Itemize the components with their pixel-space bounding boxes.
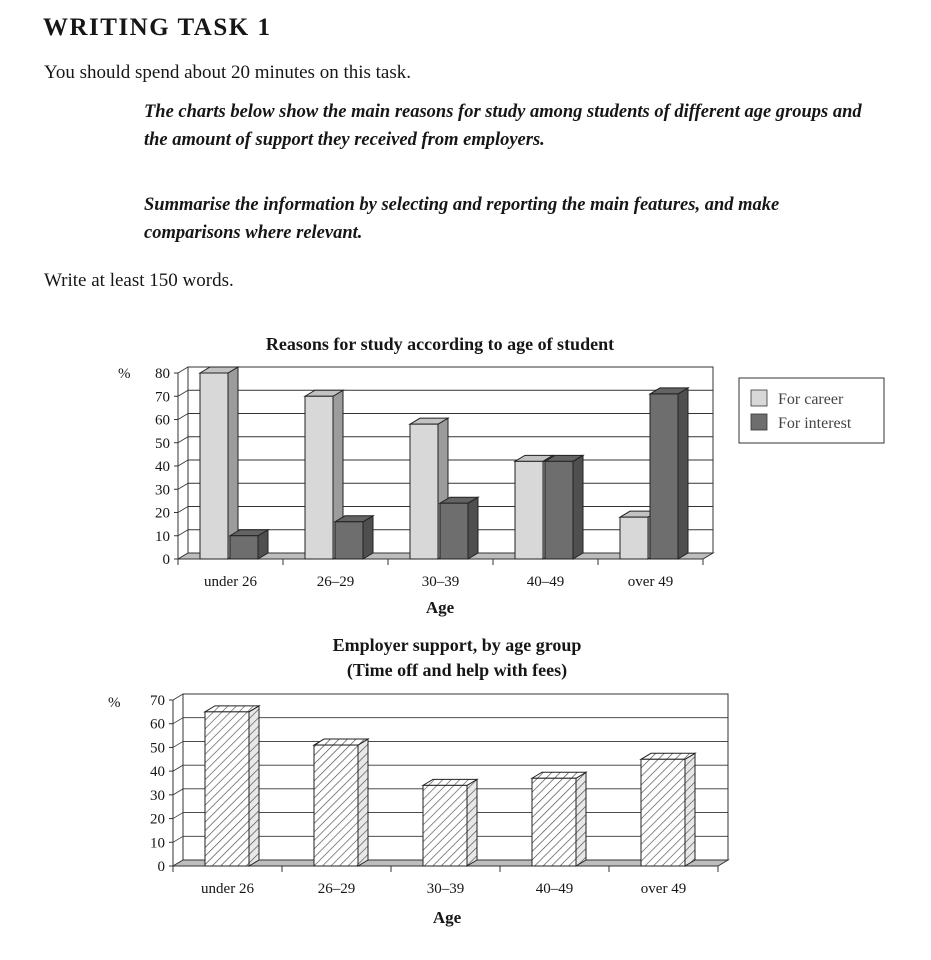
chart2-y-unit: %	[108, 695, 121, 711]
y-tick-label-40: 40	[150, 764, 165, 781]
bar-for-interest-over-49	[650, 388, 688, 559]
y-tick-label-60: 60	[155, 412, 170, 429]
y-tick-label-70: 70	[150, 693, 165, 709]
y-tick-label-50: 50	[150, 740, 165, 757]
y-tick-label-20: 20	[150, 811, 165, 828]
y-tick-label-40: 40	[155, 459, 170, 475]
x-tick-label-40-49: 40–49	[535, 881, 574, 897]
bar-value-over-49	[641, 753, 695, 866]
chart2-y-ticks	[150, 693, 173, 875]
y-tick-label-70: 70	[155, 389, 170, 406]
y-tick-label-30: 30	[150, 787, 165, 804]
chart1-title: Reasons for study according to age of student	[265, 334, 615, 354]
legend-label-for-career: For career	[778, 391, 844, 408]
y-tick-label-10: 10	[150, 835, 165, 852]
bar-for-interest-under-26	[230, 530, 268, 559]
chart1-x-ticks	[178, 559, 703, 590]
bar-value-40-49	[532, 772, 586, 866]
chart1-y-ticks	[155, 366, 178, 568]
y-tick-label-50: 50	[155, 435, 170, 452]
bar-for-interest-30-39	[440, 497, 478, 559]
reasons-for-study-chart	[118, 334, 884, 617]
chart1-x-axis-label: Age	[425, 598, 455, 617]
x-tick-label-under-26: under 26	[201, 881, 254, 897]
chart2-title: Employer support, by age group	[332, 635, 582, 655]
y-tick-label-80: 80	[155, 366, 170, 382]
task-instruction: Summarise the information by selecting and reporting the main features, and make comparisons where relevant.	[144, 195, 780, 243]
legend-label-for-interest: For interest	[778, 415, 852, 432]
x-tick-label-over-49: over 49	[627, 574, 674, 590]
task-title: WRITING TASK 1	[43, 14, 272, 41]
bar-for-career-under-26	[200, 367, 238, 559]
task-prompt: The charts below show the main reasons for study among students of different age groups and the amount of support they received from employers.	[144, 102, 862, 150]
legend-swatch-for-career	[751, 390, 767, 406]
y-tick-label-0: 0	[162, 552, 170, 568]
chart2-x-ticks	[173, 866, 718, 897]
y-tick-label-0: 0	[157, 859, 165, 875]
y-tick-label-20: 20	[155, 505, 170, 522]
y-tick-label-10: 10	[155, 528, 170, 545]
x-tick-label-26-29: 26–29	[317, 881, 356, 897]
x-tick-label-30-39: 30–39	[426, 881, 465, 897]
chart2-x-axis-label: Age	[432, 908, 462, 927]
employer-support-chart	[108, 635, 728, 927]
x-tick-label-over-49: over 49	[640, 881, 687, 897]
bar-for-interest-40-49	[545, 455, 583, 559]
bar-value-26-29	[314, 739, 368, 866]
word-count-instruction: Write at least 150 words.	[44, 270, 234, 291]
y-tick-label-30: 30	[155, 482, 170, 499]
time-instruction: You should spend about 20 minutes on this task.	[44, 62, 412, 83]
y-tick-label-60: 60	[150, 716, 165, 733]
x-tick-label-30-39: 30–39	[421, 574, 460, 590]
chart2-subtitle: (Time off and help with fees)	[346, 660, 568, 680]
chart1-legend	[739, 378, 884, 443]
chart1-y-unit: %	[118, 366, 131, 382]
bar-value-30-39	[423, 779, 477, 866]
x-tick-label-26-29: 26–29	[316, 574, 355, 590]
x-tick-label-40-49: 40–49	[526, 574, 565, 590]
legend-swatch-for-interest	[751, 414, 767, 430]
bar-for-interest-26-29	[335, 516, 373, 559]
x-tick-label-under-26: under 26	[204, 574, 257, 590]
bar-value-under-26	[205, 706, 259, 866]
